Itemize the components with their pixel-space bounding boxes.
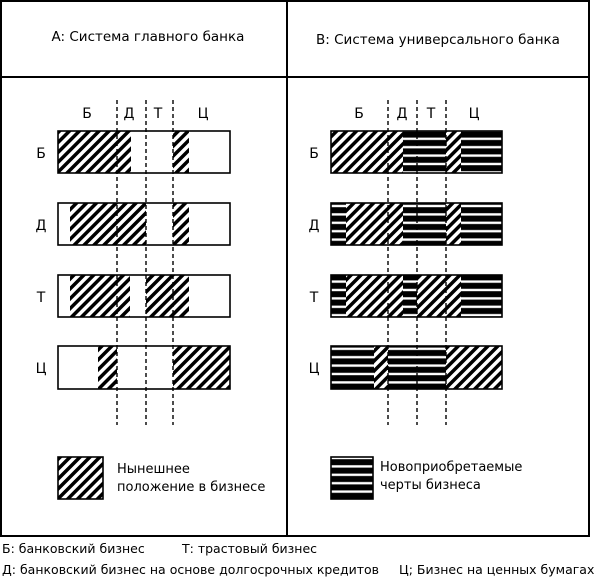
segment-hatch [70, 275, 130, 317]
legend-current-label: Нынешнее положение в бизнесе [117, 462, 266, 495]
segment-stripe [331, 346, 374, 389]
segment-hatch [346, 275, 403, 317]
footnote-t: Т: трастовый бизнес [182, 541, 318, 556]
panel-b-col-d: Д [396, 106, 408, 122]
segment-hatch [70, 203, 146, 245]
segment-stripe [461, 131, 502, 173]
panel-a-bar-b [58, 131, 230, 173]
segment-hatch [98, 346, 117, 389]
legend-stripe-swatch [331, 457, 373, 499]
panel-b-row-label-c: Ц [308, 361, 320, 377]
panel-a-col-d: Д [123, 106, 135, 122]
segment-hatch [58, 131, 131, 173]
legend-hatch-swatch [58, 457, 103, 499]
segment-stripe [461, 203, 502, 245]
segment-stripe [403, 275, 417, 317]
panel-b-col-t: Т [426, 106, 436, 122]
panel-a-title: A: Система главного банка [51, 29, 245, 45]
panel-b-col-b: Б [354, 106, 364, 122]
panel-b-bar-d [331, 203, 502, 245]
segment-hatch [173, 346, 230, 389]
panel-a-row-label-b: Б [36, 146, 46, 162]
panel-b-col-c: Ц [468, 106, 480, 122]
segment-hatch [173, 203, 189, 245]
segment-hatch [346, 203, 403, 245]
segment-stripe [331, 275, 346, 317]
panel-b-row-label-b: Б [309, 146, 319, 162]
segment-hatch [417, 275, 461, 317]
panel-a-row-label-d: Д [35, 218, 47, 234]
panel-a-row-label-t: Т [36, 290, 46, 306]
segment-hatch [331, 131, 403, 173]
segment-stripe [331, 203, 346, 245]
panel-a-col-b: Б [82, 106, 92, 122]
legend-new-label: Новоприобретаемые черты бизнеса [380, 460, 523, 493]
panel-a-bar-d [58, 203, 230, 245]
segment-hatch [446, 131, 461, 173]
panel-a-bar-t [58, 275, 230, 317]
outer-frame [1, 1, 589, 536]
footnote-b: Б: банковский бизнес [2, 541, 145, 556]
segment-stripe [403, 131, 446, 173]
panel-b-row-label-d: Д [308, 218, 320, 234]
panel-b-row-label-t: Т [309, 290, 319, 306]
segment-hatch [446, 203, 461, 245]
segment-hatch [146, 275, 189, 317]
segment-hatch [173, 131, 189, 173]
panel-a-bar-c [58, 346, 230, 389]
panel-b-title: В: Система универсального банка [316, 32, 560, 48]
footnote-c: Ц; Бизнес на ценных бумагах [399, 562, 595, 577]
panel-a-row-label-c: Ц [35, 361, 47, 377]
footnote-d: Д: банковский бизнес на основе долгосрочных кредитов [2, 562, 380, 577]
panel-a-col-c: Ц [197, 106, 209, 122]
segment-stripe [403, 203, 446, 245]
segment-hatch [446, 346, 502, 389]
segment-hatch [374, 346, 388, 389]
segment-stripe [461, 275, 502, 317]
panel-a-col-t: Т [153, 106, 163, 122]
